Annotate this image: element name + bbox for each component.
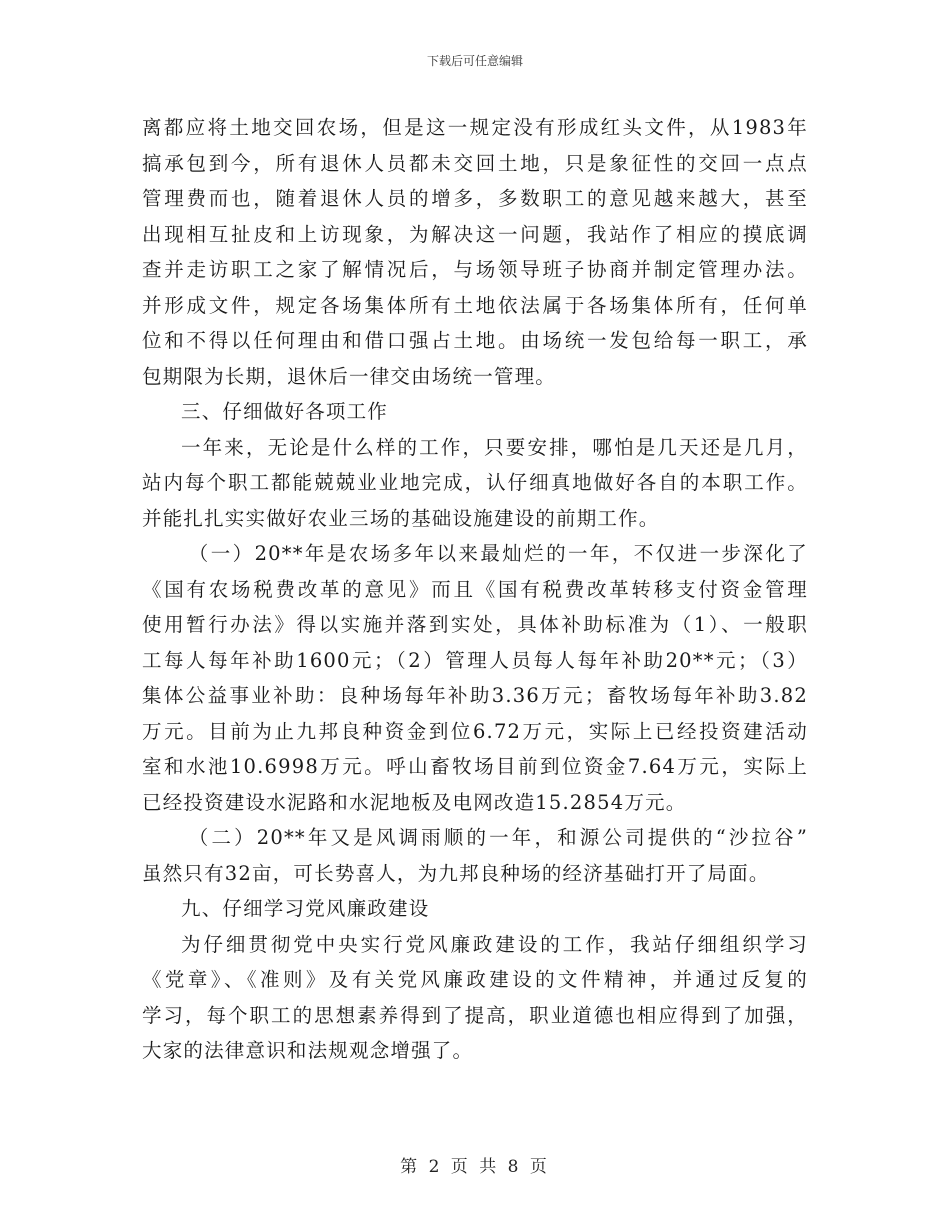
paragraph-subsidy-details — [142, 536, 808, 820]
heading-text: 三、仔细做好各项工作 — [181, 400, 389, 423]
text-line: 离都应将土地交回农场，但是这一规定没有形成红头文件，从1983年 — [142, 116, 808, 139]
text-line: 《国有农场税费改革的意见》而且《国有税费改革转移支付资金管理 — [142, 577, 808, 601]
text-line: 虽然只有32亩，可长势喜人，为九邦良种场的经济基础打开了局面。 — [142, 861, 770, 885]
page-header-note: 下载后可任意编辑 — [426, 54, 523, 68]
text-line: 大家的法律意识和法规观念增强了。 — [142, 1039, 474, 1062]
heading-text: 九、仔细学习党风廉政建设 — [181, 897, 430, 920]
page-number: 第 2 页 共 8 页 — [400, 1157, 550, 1177]
text-line: 出现相互扯皮和上访现象，为解决这一问题，我站作了相应的摸底调 — [142, 222, 808, 246]
text-line: 搞承包到今，所有退休人员都未交回土地，只是象征性的交回一点点 — [142, 151, 808, 175]
text-line: 已经投资建设水泥路和水泥地板及电网改造15.2854万元。 — [142, 790, 687, 814]
document-body — [142, 110, 808, 1069]
text-line: 室和水池10.6998万元。呼山畜牧场目前到位资金7.64万元，实际上 — [142, 755, 808, 778]
text-line: 包期限为长期，退休后一律交由场统一管理。 — [142, 364, 557, 388]
text-line: （一）20**年是农场多年以来最灿烂的一年，不仅进一步深化了 — [188, 542, 808, 565]
text-line: 万元。目前为止九邦良种资金到位6.72万元，实际上已经投资建活动 — [142, 719, 808, 743]
text-line: 《党章》、《准则》及有关党风廉政建设的文件精神，并通过反复的 — [142, 968, 808, 991]
text-line: 位和不得以任何理由和借口强占土地。由场统一发包给每一职工，承 — [142, 329, 808, 352]
text-line: 学习，每个职工的思想素养得到了提高，职业道德也相应得到了加强， — [142, 1003, 808, 1027]
text-line: 为仔细贯彻党中央实行党风廉政建设的工作，我站仔细组织学习 — [181, 932, 808, 956]
paragraph-harvest — [142, 820, 808, 891]
text-line: （二）20**年又是风调雨顺的一年，和源公司提供的“沙拉谷” — [188, 826, 808, 849]
text-line: 并能扎扎实实做好农业三场的基础设施建设的前期工作。 — [142, 506, 660, 530]
paragraph-party-conduct — [142, 927, 808, 1069]
text-line: 集体公益事业补助：良种场每年补助3.36万元；畜牧场每年补助3.82 — [142, 684, 808, 707]
section-heading-9 — [142, 891, 808, 927]
text-line: 一年来，无论是什么样的工作，只要安排，哪怕是几天还是几月， — [181, 435, 808, 459]
text-line: 并形成文件，规定各场集体所有土地依法属于各场集体所有，任何单 — [142, 293, 808, 317]
text-line: 工每人每年补助1600元；（2）管理人员每人每年补助20**元；（3） — [142, 648, 808, 672]
text-line: 管理费而也，随着退休人员的增多，多数职工的意见越来越大，甚至 — [142, 187, 808, 210]
paragraph-land-management — [142, 110, 808, 394]
text-line: 使用暂行办法》得以实施并落到实处，具体补助标准为（1）、一般职 — [142, 613, 808, 636]
text-line: 站内每个职工都能兢兢业业地完成，认仔细真地做好各自的本职工作。 — [142, 471, 808, 494]
text-line: 查并走访职工之家了解情况后，与场领导班子协商并制定管理办法。 — [142, 258, 808, 281]
paragraph-work-summary — [142, 430, 808, 537]
section-heading-3 — [142, 394, 808, 430]
